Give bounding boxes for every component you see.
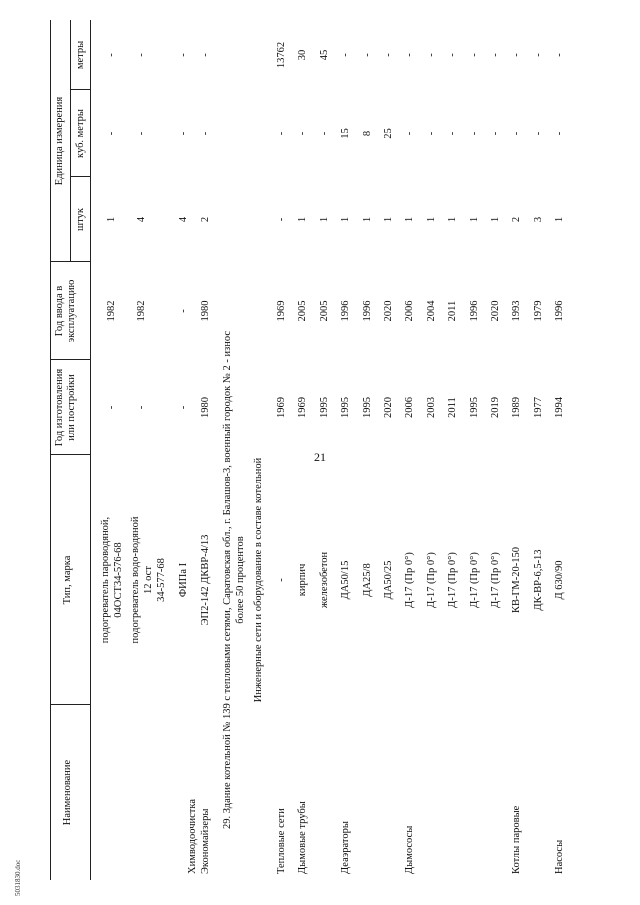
- pieces-cell: 1: [318, 216, 330, 223]
- pieces-cell: 1: [554, 216, 566, 223]
- type-line: 12 ост: [143, 566, 154, 594]
- pieces-cell: 4: [178, 216, 189, 223]
- pieces-cell: 1: [383, 216, 394, 223]
- equipment-table: [50, 20, 640, 880]
- year-made-cell: 1995: [340, 397, 352, 418]
- units-rule: [70, 20, 71, 262]
- meters-cell: -: [340, 53, 352, 57]
- cubic-cell: -: [297, 131, 309, 136]
- year-made-cell: 2011: [447, 397, 459, 418]
- type-cell: Д-17 (Пр 0°): [468, 552, 480, 608]
- cubic-cell: -: [511, 131, 523, 136]
- year-made-cell: 1994: [554, 397, 566, 418]
- page-number: 21: [314, 450, 326, 464]
- meters-cell: -: [361, 53, 373, 57]
- meters-cell: 30: [297, 49, 309, 61]
- type-cell: КВ-ГМ-20-150: [511, 547, 523, 614]
- year-commission-cell: 2005: [318, 300, 330, 322]
- year-made-cell: 1995: [361, 397, 373, 418]
- year-made-cell: 2019: [490, 397, 501, 418]
- meters-cell: -: [178, 53, 189, 57]
- type-cell: ДА50/25: [383, 560, 394, 600]
- year-made-cell: -: [178, 405, 189, 410]
- year-made-cell: 2003: [425, 397, 437, 418]
- type-line: подогреватель пароводяной,: [100, 516, 111, 644]
- cubic-cell: -: [404, 131, 416, 136]
- header-cubic: куб. метры: [75, 109, 86, 158]
- name-cell: Котлы паровые: [511, 805, 523, 874]
- pieces-cell: 1: [340, 216, 352, 223]
- year-made-cell: 1989: [511, 397, 523, 418]
- pieces-cell: -: [276, 217, 287, 222]
- cubic-cell: -: [136, 131, 147, 136]
- year-commission-cell: 2004: [425, 300, 437, 322]
- year-commission-cell: 2006: [404, 300, 416, 322]
- year-commission-cell: 2011: [447, 300, 459, 322]
- type-line: ФИПа I: [178, 562, 189, 598]
- pieces-cell: 1: [404, 216, 416, 223]
- meters-cell: -: [532, 53, 544, 57]
- meters-cell: -: [383, 53, 394, 57]
- year-made-cell: 1969: [276, 397, 287, 418]
- type-cell: Д-17 (Пр 0°): [404, 552, 416, 608]
- name-cell: Химводоочистка: [187, 798, 198, 874]
- document-id: 5031830.doc: [14, 859, 22, 896]
- cubic-cell: -: [468, 131, 480, 136]
- year-made-cell: 2020: [383, 397, 394, 418]
- meters-cell: -: [490, 53, 501, 57]
- cubic-cell: 25: [383, 128, 394, 139]
- meters-cell: -: [136, 53, 147, 57]
- year-made-cell: 1980: [200, 397, 211, 418]
- type-cell: ДА50/15: [340, 560, 352, 600]
- type-cell: кирпич: [297, 563, 309, 597]
- pieces-cell: 3: [532, 216, 544, 223]
- year-commission-cell: 1979: [532, 300, 544, 322]
- year-commission-cell: 1996: [361, 300, 373, 322]
- cubic-cell: -: [425, 131, 437, 136]
- name-cell: Деаэраторы: [340, 821, 352, 874]
- pieces-cell: 2: [200, 216, 211, 223]
- header-type: Тип, марка: [62, 555, 73, 605]
- header-pieces: штук: [75, 208, 86, 231]
- type-cell: Д-17 (Пр 0°): [490, 552, 501, 608]
- meters-cell: -: [468, 53, 480, 57]
- name-cell: Тепловые сети: [276, 808, 287, 874]
- type-line: подогреватель водо-водяной: [130, 516, 141, 644]
- year-made-cell: -: [136, 405, 147, 410]
- header-name: Наименование: [62, 759, 73, 826]
- type-cell: -: [276, 578, 287, 582]
- pieces-cell: 1: [297, 216, 309, 223]
- pieces-cell: 2: [511, 216, 523, 223]
- type-line: ЭП2-142 ДКВР-4/13: [200, 534, 211, 626]
- year-commission-cell: 1996: [340, 300, 352, 322]
- pieces-cell: 1: [490, 216, 501, 223]
- header-bottom-rule: [90, 20, 91, 880]
- header-top-rule: [50, 20, 51, 880]
- type-cell: Д 630/90: [554, 560, 566, 600]
- type-cell: Д-17 (Пр 0°): [425, 552, 437, 608]
- pieces-cell: 1: [361, 216, 373, 223]
- name-cell: Насосы: [554, 839, 566, 874]
- cubic-cell: -: [532, 131, 544, 136]
- meters-cell: -: [425, 53, 437, 57]
- meters-cell: -: [447, 53, 459, 57]
- section-title-line-2: более 50 процентов: [235, 536, 246, 624]
- type-cell: ДА25/8: [361, 563, 373, 597]
- year-made-cell: 1969: [297, 397, 309, 418]
- name-cell: Дымовые трубы: [297, 801, 309, 874]
- year-commission-cell: 2020: [490, 300, 501, 322]
- meters-cell: -: [106, 53, 117, 57]
- year-made-cell: -: [106, 405, 117, 410]
- header-units: Единица измерения: [54, 96, 65, 186]
- type-cell: ДК-ВР-6,5-13: [532, 549, 544, 611]
- year-commission-cell: -: [178, 309, 189, 313]
- cubic-cell: 8: [361, 130, 373, 137]
- pieces-cell: 1: [468, 216, 480, 223]
- meters-cell: -: [511, 53, 523, 57]
- cubic-cell: -: [490, 131, 501, 136]
- name-cell: Дымососы: [404, 825, 416, 874]
- meters-cell: -: [554, 53, 566, 57]
- meters-cell: -: [200, 53, 211, 57]
- pieces-cell: 4: [136, 216, 147, 223]
- year-commission-cell: 1980: [200, 300, 211, 322]
- year-commission-cell: 1996: [468, 300, 480, 322]
- cubic-cell: -: [447, 131, 459, 136]
- pieces-cell: 1: [106, 216, 117, 223]
- section-title-line-1: 29. Здание котельной № 139 с тепловыми сетями, Саратовская обл., г. Балашов-3, военный городок № 2 - износ: [222, 330, 233, 830]
- year-made-cell: 2006: [404, 397, 416, 418]
- cubic-cell: -: [554, 131, 566, 136]
- meters-cell: 45: [318, 49, 330, 61]
- header-year-made: Год изготовления или постройки: [54, 368, 78, 447]
- type-line: 04ОСТ34-576-68: [113, 542, 124, 618]
- year-commission-cell: 1996: [554, 300, 566, 322]
- type-cell: Д-17 (Пр 0°): [447, 552, 459, 608]
- cubic-cell: -: [276, 131, 287, 136]
- cubic-cell: -: [200, 131, 211, 136]
- year-commission-cell: 2005: [297, 300, 309, 322]
- year-made-cell: 1995: [318, 397, 330, 418]
- type-cell: железобетон: [318, 551, 330, 609]
- meters-cell: 13762: [276, 41, 287, 69]
- pieces-cell: 1: [425, 216, 437, 223]
- name-cell: Экономайзеры: [200, 808, 211, 874]
- year-made-cell: 1995: [468, 397, 480, 418]
- type-line: 34-577-68: [156, 558, 167, 602]
- year-commission-cell: 1982: [136, 300, 147, 322]
- header-year-commission: Год ввода в эксплуатацию: [54, 279, 78, 343]
- cubic-cell: -: [106, 131, 117, 136]
- year-made-cell: 1977: [532, 397, 544, 418]
- header-meters: метры: [75, 40, 86, 70]
- cubic-cell: -: [178, 131, 189, 136]
- year-commission-cell: 2020: [383, 300, 394, 322]
- meters-cell: -: [404, 53, 416, 57]
- year-commission-cell: 1969: [276, 300, 287, 322]
- section-subtitle: Инженерные сети и оборудование в составе котельной: [253, 457, 264, 703]
- cubic-cell: -: [318, 131, 330, 136]
- year-commission-cell: 1993: [511, 300, 523, 322]
- cubic-cell: 15: [340, 128, 352, 139]
- year-commission-cell: 1982: [106, 300, 117, 322]
- pieces-cell: 1: [447, 216, 459, 223]
